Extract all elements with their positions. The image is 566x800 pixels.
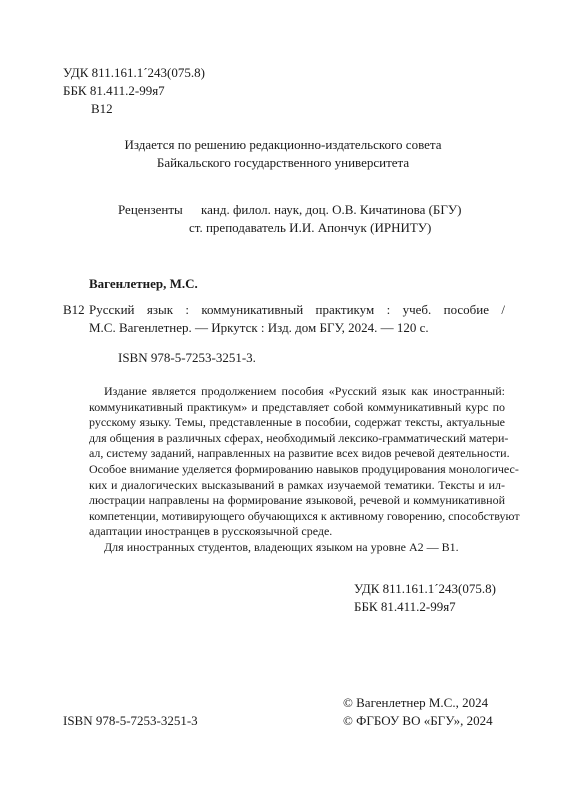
isbn-bibliographic: ISBN 978-5-7253-3251-3. [118,350,256,365]
bbk-code-bottom: ББК 81.411.2-99я7 [354,599,456,614]
annotation-line: компетенции, мотивирующего обучающихся к активному говорению, способствуют [89,508,520,523]
annotation-line: люстрации направлены на формирование языковой, речевой и коммуникативной [89,493,505,508]
annotation-line: для общения в различных сферах, необходимый лексико-грамматический матери- [89,430,509,445]
reviewer-1: канд. филол. наук, доц. О.В. Кичатинова (БГУ) [201,202,462,217]
bbk-code-top: ББК 81.411.2-99я7 [63,83,165,98]
publication-note-line1: Издается по решению редакционно-издательского совета [124,137,442,152]
author-sign-top: В12 [91,101,113,116]
annotation-line: русскому языку. Темы, представленные в пособии, содержат тексты, актуальные [89,415,505,430]
udk-code-bottom: УДК 811.161.1´243(075.8) [354,581,496,596]
annotation-line: ал, систему заданий, направленных на развитие всех видов речевой деятельности. [89,446,510,461]
copyright-author: © Вагенлетнер М.С., 2024 [343,695,489,710]
publication-note-line2: Байкальского государственного университета [156,155,410,170]
author-sign: В12 [63,302,85,317]
reviewers-label: Рецензенты [118,202,183,217]
annotation-line: Издание является продолжением пособия «Русский язык как иностранный: [104,384,505,398]
bibliographic-line-1: Русский язык : коммуникативный практикум : учеб. пособие / [89,302,505,317]
reviewer-2: ст. преподаватель И.И. Апончук (ИРНИТУ) [189,220,432,235]
isbn-footer: ISBN 978-5-7253-3251-3 [63,713,198,728]
udk-code-top: УДК 811.161.1´243(075.8) [63,65,205,80]
book-author: Вагенлетнер, М.С. [89,276,198,291]
copyright-publisher: © ФГБОУ ВО «БГУ», 2024 [343,713,493,728]
bibliographic-line-2: М.С. Вагенлетнер. — Иркутск : Изд. дом БГУ, 2024. — 120 с. [89,320,429,335]
annotation [89,384,520,556]
annotation-line: ких и диалогических высказываний в рамках изучаемой тематики. Тексты и ил- [89,477,505,492]
annotation-line: коммуникативный практикум» и представляет собой коммуникативный курс по [89,399,505,414]
annotation-line: адаптации иностранцев в русскоязычной среде. [89,524,333,539]
annotation-line: Особое внимание уделяется формированию навыков продуцирования монологичес- [89,461,519,476]
target-audience: Для иностранных студентов, владеющих языком на уровне А2 — В1. [104,539,459,554]
bibliographic-description [89,302,505,336]
